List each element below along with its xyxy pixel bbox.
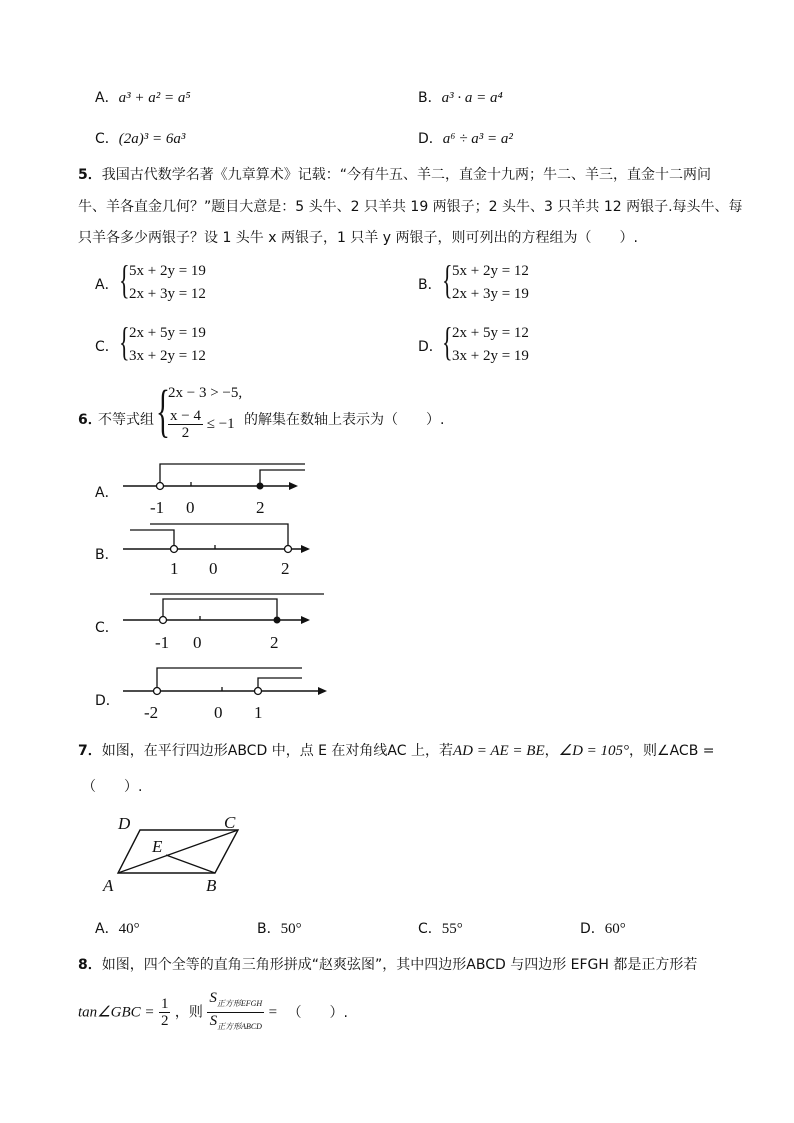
- q8-area-num: [207, 990, 264, 1013]
- q4-option-a: [95, 89, 191, 107]
- q6-fraction: [168, 408, 203, 441]
- q7-number: 7．: [78, 743, 102, 759]
- q6-d-tick-1: -2: [144, 703, 159, 722]
- q7-label-e: E: [152, 837, 163, 856]
- q5-number: 5．: [78, 167, 102, 183]
- q8-text-1: 如图，四个全等的直角三角形拼成“赵爽弦图”，其中四边形ABCD 与四边形 EFGH 都是正方形若: [101, 957, 698, 973]
- q7-option-c-value: 55°: [441, 921, 463, 937]
- q6-b-tick-2: 0: [209, 559, 218, 578]
- q5-option-b-eq1: 5x + 2y = 12: [452, 263, 529, 279]
- q8-area-den: [207, 1013, 264, 1035]
- q7-label-d: D: [118, 814, 131, 833]
- q6-ineq-2: [168, 408, 235, 441]
- q7-option-a: [95, 920, 140, 938]
- q5-option-d-brace: {: [442, 319, 453, 364]
- q5-option-d-eq1: 2x + 5y = 12: [452, 325, 529, 341]
- q7-cond-2: ∠D = 105°: [558, 743, 630, 759]
- q6-d-tick-3: 1: [254, 703, 263, 722]
- q8-tail: （ ）.: [287, 1004, 349, 1021]
- q7-label-b: B: [206, 876, 217, 895]
- q5-text-1: 我国古代数学名著《九章算术》记载：“今有牛五、羊二，直金十九两；牛二、羊三，直金十二两问: [101, 167, 712, 183]
- q6-number: 6．: [78, 412, 102, 428]
- q5-option-a-label: A．: [95, 277, 119, 293]
- q5-option-a-eq2: 2x + 3y = 12: [129, 286, 206, 302]
- q5-option-c-eq1: 2x + 5y = 19: [129, 325, 206, 341]
- q8-line-1: [78, 956, 697, 974]
- q6-a-tick-1: -1: [150, 498, 165, 517]
- q7-option-c: [418, 920, 463, 938]
- q4-option-b: [418, 89, 503, 107]
- q6-option-b-label: B．: [95, 547, 119, 563]
- q4-option-d: [418, 130, 513, 148]
- q5-line-1: [78, 166, 711, 184]
- q6-option-b-number-line: [120, 520, 320, 580]
- q8-area-fraction: [207, 990, 264, 1035]
- q5-option-a-eq1: 5x + 2y = 19: [129, 263, 206, 279]
- q7-option-a-value: 40°: [118, 921, 140, 937]
- q6-option-a-number-line: [120, 456, 320, 521]
- q8-number: 8．: [78, 957, 102, 973]
- q4-option-a-label: A．: [95, 90, 119, 106]
- q5-option-c-brace: {: [119, 319, 130, 364]
- q7-option-d-value: 60°: [604, 921, 626, 937]
- q6-a-tick-3: 2: [256, 498, 265, 517]
- q6-fraction-den: 2: [181, 425, 190, 441]
- q5-option-c-label: C．: [95, 339, 119, 355]
- q5-line-3: 只羊各多少两银子？设 1 头牛 x 两银子，1 只羊 y 两银子，则可列出的方程组为（ ）.: [78, 230, 638, 246]
- q5-option-d-eq2: 3x + 2y = 19: [452, 348, 529, 364]
- q6-option-c-number-line: [120, 590, 330, 656]
- q6-c-tick-2: 0: [193, 633, 202, 652]
- q8-equals: =: [268, 1004, 278, 1021]
- q7-label-c: C: [224, 813, 236, 832]
- q6-stem: [78, 378, 498, 454]
- q6-prefix: 不等式组: [98, 412, 154, 428]
- q7-sep: ，: [544, 743, 559, 759]
- q6-option-d-number-line: [120, 662, 332, 724]
- q5-option-c-eq2: 3x + 2y = 12: [129, 348, 206, 364]
- q8-area-num-s: S: [209, 990, 217, 1006]
- q5-option-a-brace: {: [119, 257, 130, 302]
- q4-option-c-label: C．: [95, 131, 119, 147]
- q8-area-den-sub: 正方形ABCD: [217, 1022, 262, 1031]
- q4-option-d-expr: a⁶ ÷ a³ = a²: [442, 131, 513, 147]
- q7-line-2: （ ）.: [82, 779, 143, 795]
- q4-option-c-expr: (2a)³ = 6a³: [118, 131, 186, 147]
- q7-line-1: [78, 742, 714, 760]
- q7-option-b-value: 50°: [280, 921, 302, 937]
- q8-area-num-sub: 正方形EFGH: [216, 999, 263, 1008]
- q7-text-mid: ，则∠ACB =: [629, 743, 715, 759]
- q5-line-2: 牛、羊各直金几何？”题目大意是：5 头牛、2 只羊共 19 两银子；2 头牛、3 只羊共 12 两银子.每头牛、每: [78, 199, 743, 215]
- q6-brace: {: [156, 378, 170, 443]
- q5-option-b-eq2: 2x + 3y = 19: [452, 286, 529, 302]
- q8-tan-num: 1: [160, 996, 169, 1012]
- q6-option-c-label: C．: [95, 620, 119, 636]
- q7-option-b-label: B．: [257, 921, 281, 937]
- q8-area-den-s: S: [209, 1013, 218, 1029]
- q8-tan-den: 2: [160, 1013, 169, 1029]
- q6-a-tick-2: 0: [186, 498, 195, 517]
- q5-option-b-label: B．: [418, 277, 442, 293]
- q6-c-tick-3: 2: [270, 633, 279, 652]
- q7-option-a-label: A．: [95, 921, 119, 937]
- q6-b-tick-3: 2: [281, 559, 290, 578]
- q6-suffix: 的解集在数轴上表示为（ ）.: [244, 412, 445, 428]
- q5-option-b-brace: {: [442, 257, 453, 302]
- q6-d-tick-2: 0: [214, 703, 223, 722]
- q7-cond-1: AD = AE = BE: [453, 743, 545, 759]
- q4-option-b-expr: a³ · a = a⁴: [441, 90, 503, 106]
- q6-b-tick-1: 1: [170, 559, 179, 578]
- q5-option-d-label: D．: [418, 339, 443, 355]
- q6-c-tick-1: -1: [155, 633, 170, 652]
- q7-option-d: [580, 920, 626, 938]
- q4-option-d-label: D．: [418, 131, 443, 147]
- q7-option-d-label: D．: [580, 921, 605, 937]
- q6-option-d-label: D．: [95, 693, 120, 709]
- q4-option-b-label: B．: [418, 90, 442, 106]
- q7-option-b: [257, 920, 302, 938]
- q6-option-a-label: A．: [95, 485, 119, 501]
- q6-ineq-2-rhs: ≤ −1: [206, 415, 235, 432]
- q6-ineq-1: 2x − 3 > −5,: [168, 385, 243, 401]
- q8-tan-expr: tan∠GBC =: [78, 1004, 155, 1021]
- q8-line-2: [78, 990, 348, 1034]
- q7-option-c-label: C．: [418, 921, 442, 937]
- q4-option-a-expr: a³ + a² = a⁵: [118, 90, 191, 106]
- q8-tan-fraction: [159, 996, 171, 1029]
- q7-label-a: A: [103, 876, 114, 895]
- q4-option-c: [95, 130, 185, 148]
- q8-then: ，则: [174, 1004, 203, 1021]
- q7-text-pre: 如图，在平行四边形ABCD 中，点 E 在对角线AC 上，若: [101, 743, 453, 759]
- q6-fraction-num: x − 4: [170, 408, 201, 424]
- q7-parallelogram-figure: [98, 812, 258, 900]
